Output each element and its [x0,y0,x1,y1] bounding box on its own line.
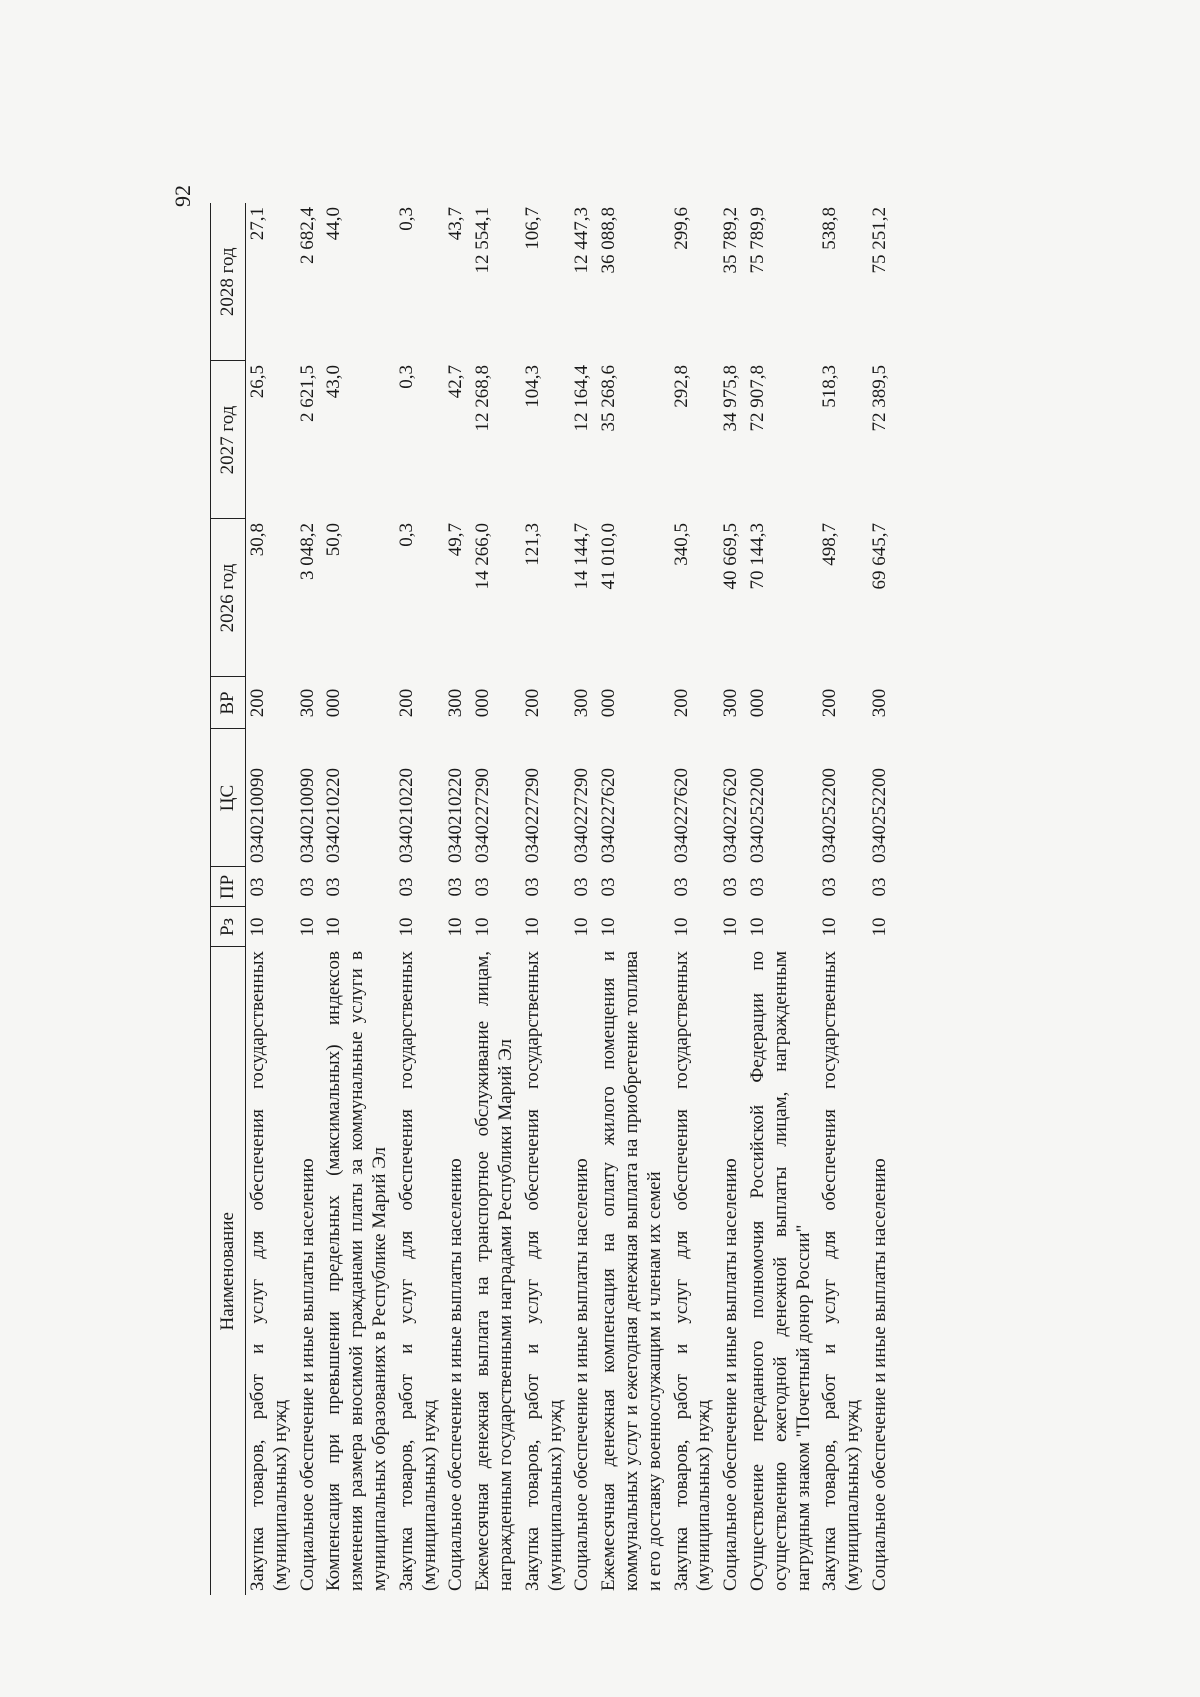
cell-rz: 10 [395,917,417,937]
cell-cs: 0340227290 [571,768,593,863]
header-vr: ВР [211,677,246,729]
cell-cs: 0340210090 [296,768,318,863]
cell-2028: 75 251,2 [868,207,890,274]
cell-cs: 0340210220 [445,768,467,863]
cell-pr: 03 [746,877,768,897]
cell-2028: 12 447,3 [571,207,593,274]
cell-vr: 200 [395,688,417,718]
table-body [246,203,893,1595]
cell-cs: 0340252200 [746,768,768,863]
cell-name: Социальное обеспечение и иные выплаты населению [296,1158,318,1591]
cell-pr: 03 [670,877,692,897]
cell-cs: 0340227620 [720,768,742,863]
cell-name: Социальное обеспечение и иные выплаты населению [445,1158,467,1591]
cell-2027: 12 164,4 [571,365,593,432]
cell-2027: 72 907,8 [746,365,768,432]
cell-2026: 14 266,0 [472,523,494,590]
cell-2027: 12 268,8 [472,365,494,432]
cell-2027: 2 621,5 [296,365,318,422]
cell-2027: 35 268,6 [598,365,620,432]
cell-name: Социальное обеспечение и иные выплаты населению [571,1158,593,1591]
cell-2027: 292,8 [670,365,692,408]
cell-2027: 34 975,8 [720,365,742,432]
header-cs: ЦС [211,729,246,867]
cell-rz: 10 [868,917,890,937]
header-rz: Рз [211,907,246,947]
cell-cs: 0340252200 [868,768,890,863]
header-name: Наименование [211,947,246,1595]
cell-rz: 10 [296,917,318,937]
cell-2026: 50,0 [323,523,345,557]
cell-2026: 121,3 [521,523,543,566]
cell-cs: 0340227620 [598,768,620,863]
cell-cs: 0340227290 [521,768,543,863]
cell-2027: 42,7 [445,365,467,399]
cell-2028: 12 554,1 [472,207,494,274]
cell-name: Социальное обеспечение и иные выплаты населению [720,1158,742,1591]
cell-vr: 000 [746,688,768,718]
cell-rz: 10 [746,917,768,937]
table-header-row [211,203,246,1595]
cell-2027: 26,5 [247,365,268,399]
cell-2028: 106,7 [521,207,543,250]
cell-vr: 300 [868,688,890,718]
cell-2026: 69 645,7 [868,523,890,590]
budget-table [210,203,893,1595]
cell-rz: 10 [323,917,345,937]
cell-vr: 300 [571,688,593,718]
cell-rz: 10 [521,917,543,937]
cell-2028: 36 088,8 [598,207,620,274]
cell-2026: 30,8 [247,523,268,557]
cell-pr: 03 [819,877,841,897]
cell-name: Закупка товаров, работ и услуг для обеспечения государственных (муниципальных) нужд [670,951,715,1591]
cell-name: Закупка товаров, работ и услуг для обеспечения государственных (муниципальных) нужд [395,951,440,1591]
table-row [816,203,866,1595]
cell-cs: 0340210090 [247,768,268,863]
table-row [668,203,718,1595]
table-row [393,203,443,1595]
cell-rz: 10 [247,917,268,937]
page-number: 92 [170,185,195,207]
cell-name: Компенсация при превышении предельных (максимальных) индексов изменения размера вносимой гражданами платы за коммунальные услуги в муниципальных образованиях в Республике Марий Эл [323,951,390,1591]
cell-cs: 0340252200 [819,768,841,863]
cell-2028: 35 789,2 [720,207,742,274]
cell-cs: 0340227620 [670,768,692,863]
table-row [442,203,469,1595]
cell-pr: 03 [521,877,543,897]
header-2027: 2027 год [211,361,246,519]
cell-2026: 0,3 [395,523,417,547]
cell-rz: 10 [670,917,692,937]
cell-name: Социальное обеспечение и иные выплаты населению [868,1158,890,1591]
cell-pr: 03 [323,877,345,897]
cell-vr: 000 [323,688,345,718]
cell-vr: 200 [819,688,841,718]
cell-name: Ежемесячная денежная выплата на транспортное обслуживание лицам, награжденным государственными наградами Республики Марий Эл [472,951,516,1591]
cell-2027: 518,3 [819,365,841,408]
cell-2028: 44,0 [323,207,345,241]
cell-rz: 10 [819,917,841,937]
cell-vr: 300 [445,688,467,718]
table-row [744,203,816,1595]
cell-name: Осуществление переданного полномочия Российской Федерации по осуществлению ежегодной денежной выплаты лицам, награжденным нагрудным знаком "Почетный донор России" [746,951,814,1591]
cell-pr: 03 [571,877,593,897]
cell-vr: 000 [472,688,494,718]
header-2026: 2026 год [211,519,246,677]
rotated-content [170,175,1200,1595]
cell-2028: 0,3 [395,207,417,231]
cell-name: Ежемесячная денежная компенсация на оплату жилого помещения и коммунальных услуг и ежегодная денежная выплата на приобретение топлива и его доставку военнослужащим и членам их семей [598,951,665,1591]
cell-2027: 72 389,5 [868,365,890,432]
cell-name: Закупка товаров, работ и услуг для обеспечения государственных (муниципальных) нужд [521,951,566,1591]
table-row [519,203,569,1595]
cell-name: Закупка товаров, работ и услуг для обеспечения государственных (муниципальных) нужд [819,951,864,1591]
cell-pr: 03 [472,877,494,897]
cell-2026: 49,7 [445,523,467,557]
cell-2028: 27,1 [247,207,268,241]
cell-vr: 200 [247,688,268,718]
cell-pr: 03 [296,877,318,897]
cell-pr: 03 [868,877,890,897]
cell-2028: 43,7 [445,207,467,241]
header-2028: 2028 год [211,203,246,361]
table-row [866,203,893,1595]
cell-vr: 200 [521,688,543,718]
table-row [246,203,294,1595]
cell-2026: 3 048,2 [296,523,318,580]
cell-2026: 498,7 [819,523,841,566]
cell-2026: 14 144,7 [571,523,593,590]
cell-2028: 2 682,4 [296,207,318,264]
table-row [320,203,392,1595]
cell-pr: 03 [598,877,620,897]
header-pr: ПР [211,867,246,907]
cell-pr: 03 [247,877,268,897]
table-row [469,203,519,1595]
cell-cs: 0340210220 [395,768,417,863]
cell-2026: 40 669,5 [720,523,742,590]
table-row [595,203,667,1595]
cell-2026: 70 144,3 [746,523,768,590]
cell-2026: 41 010,0 [598,523,620,590]
cell-pr: 03 [720,877,742,897]
cell-2028: 538,8 [819,207,841,250]
cell-2027: 104,3 [521,365,543,408]
cell-2026: 340,5 [670,523,692,566]
cell-cs: 0340227290 [472,768,494,863]
cell-vr: 300 [296,688,318,718]
cell-rz: 10 [571,917,593,937]
cell-vr: 300 [720,688,742,718]
cell-2028: 299,6 [670,207,692,250]
cell-rz: 10 [445,917,467,937]
cell-rz: 10 [472,917,494,937]
cell-vr: 200 [670,688,692,718]
table-row [294,203,321,1595]
cell-2028: 75 789,9 [746,207,768,274]
cell-cs: 0340210220 [323,768,345,863]
cell-rz: 10 [598,917,620,937]
cell-pr: 03 [445,877,467,897]
cell-2027: 0,3 [395,365,417,389]
cell-rz: 10 [720,917,742,937]
table-row [568,203,595,1595]
cell-vr: 000 [598,688,620,718]
table-row [717,203,744,1595]
cell-2027: 43,0 [323,365,345,399]
cell-pr: 03 [395,877,417,897]
cell-name: Закупка товаров, работ и услуг для обеспечения государственных (муниципальных) нужд [247,951,291,1591]
